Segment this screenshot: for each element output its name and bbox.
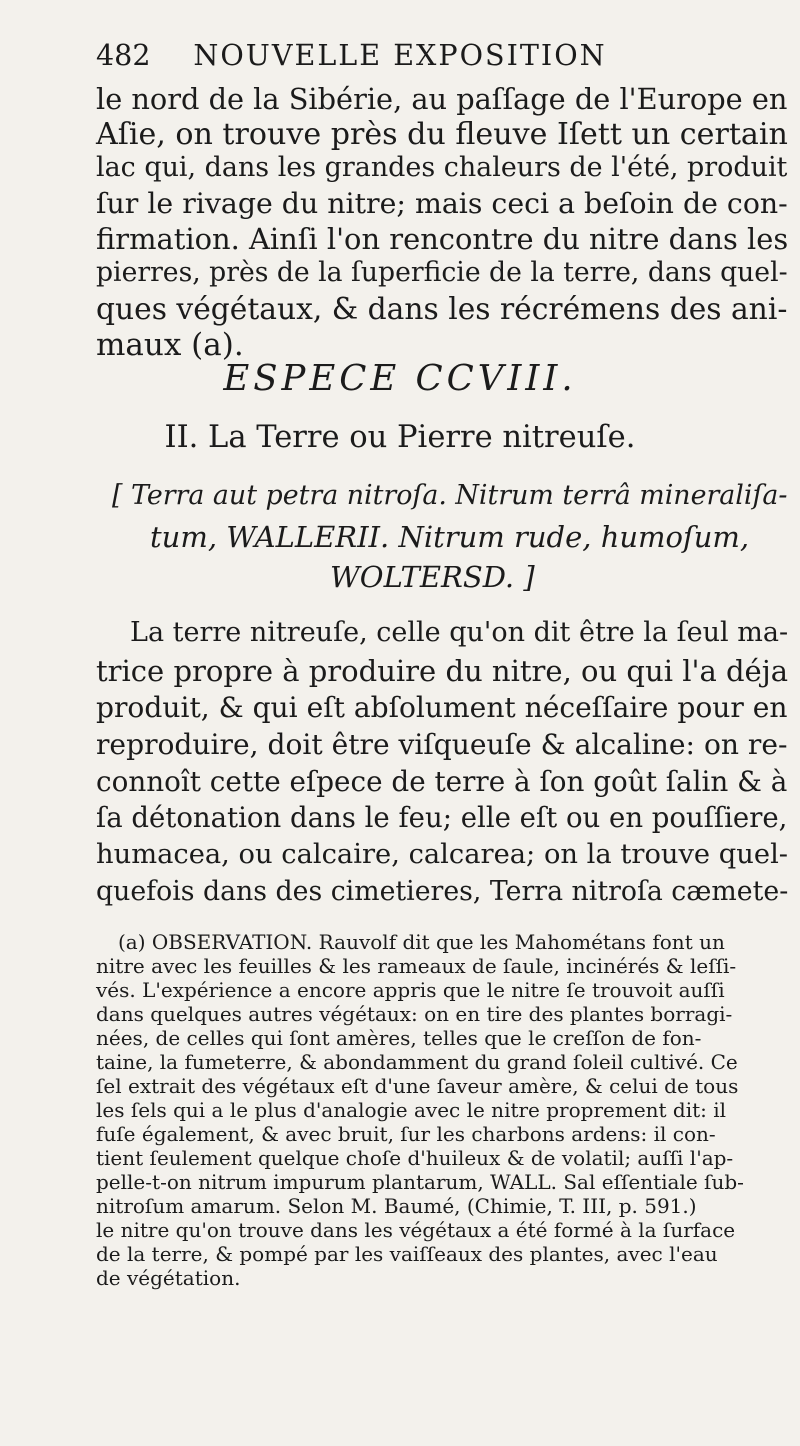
text-line: produit, & qui eſt abſolument néceſſaire pour en (96, 691, 788, 724)
text-line: La terre nitreuſe, celle qu'on dit être la ſeul ma- (130, 617, 789, 648)
text-line: trice propre à produire du nitre, ou qui l'a déja (96, 654, 789, 688)
running-title: NOUVELLE EXPOSITION (193, 38, 607, 72)
text-line: quefois dans des cimetieres, Terra nitroſa cæmete- (96, 876, 789, 907)
footnote-line: dans quelques autres végétaux: on en tire des plantes borragi- (96, 1002, 733, 1026)
text-line: lac qui, dans les grandes chaleurs de l'été, produit (96, 152, 788, 183)
footnote-line: les ſels qui a le plus d'analogie avec le nitre proprement dit: il (96, 1098, 727, 1122)
footnote-line: tient ſeulement quelque choſe d'huileux & de volatil; auſſi l'ap- (96, 1146, 734, 1170)
footnote-line: nitroſum amarum. Selon M. Baumé, (Chimie, T. III, p. 591.) (96, 1194, 697, 1218)
text-line: pierres, près de la ſuperficie de la terre, dans quel- (96, 257, 788, 288)
footnote-line: pelle-t-on nitrum impurum plantarum, WALL. Sal eſſentiale ſub- (96, 1170, 744, 1194)
footnote-line: taine, la fumeterre, & abondamment du grand ſoleil cultivé. Ce (96, 1050, 738, 1074)
text-line: reproduire, doit être viſqueuſe & alcaline: on re- (96, 728, 788, 761)
footnote-line: (a) OBSERVATION. Rauvolf dit que les Mahométans font un (118, 930, 725, 954)
text-line: ſur le rivage du nitre; mais ceci a beſoin de con- (96, 187, 788, 220)
text-line: le nord de la Sibérie, au paſſage de l'Europe en (96, 82, 788, 116)
synonym-line: tum, WALLERII. Nitrum rude, humoſum, (150, 520, 750, 554)
text-line: firmation. Ainſi l'on rencontre du nitre dans les (96, 222, 789, 256)
text-line: ſa détonation dans le feu; elle eſt ou en pouſſiere, (96, 802, 788, 834)
text-line: humacea, ou calcaire, calcarea; on la trouve quel- (96, 839, 789, 870)
text-line: Aſie, on trouve près du fleuve Iſett un certain (96, 117, 788, 152)
footnote-line: nées, de celles qui ſont amères, telles que le creſſon de fon- (96, 1026, 702, 1050)
footnote-line: ſel extrait des végétaux eſt d'une ſaveur amère, & celui de tous (96, 1074, 739, 1098)
running-header (0, 38, 800, 72)
footnote-line: fuſe également, & avec bruit, ſur les charbons ardens: il con- (96, 1122, 716, 1146)
species-title: II. La Terre ou Pierre nitreuſe. (164, 420, 636, 455)
synonym-line: [ Terra aut petra nitroſa. Nitrum terrâ mineraliſa- (112, 480, 788, 511)
footnote-line: vés. L'expérience a encore appris que le nitre ſe trouvoit auſſi (96, 978, 725, 1002)
footnote-line: de la terre, & pompé par les vaiſſeaux des plantes, avec l'eau (96, 1242, 718, 1266)
text-line: maux (a). (96, 327, 244, 363)
footnote-line: nitre avec les feuilles & les rameaux de ſaule, incinérés & leſſi- (96, 954, 737, 978)
synonym-line: WOLTERSD. ] (330, 560, 535, 594)
text-line: ques végétaux, & dans les récrémens des ani- (96, 292, 788, 327)
page-number: 482 (96, 38, 151, 72)
text-line: connoît cette eſpece de terre à ſon goût ſalin & à (96, 765, 788, 798)
species-heading: ESPECE CCVIII. (223, 358, 577, 399)
footnote-line: le nitre qu'on trouve dans les végétaux a été formé à la ſurface (96, 1218, 736, 1242)
footnote-line: de végétation. (96, 1266, 241, 1290)
